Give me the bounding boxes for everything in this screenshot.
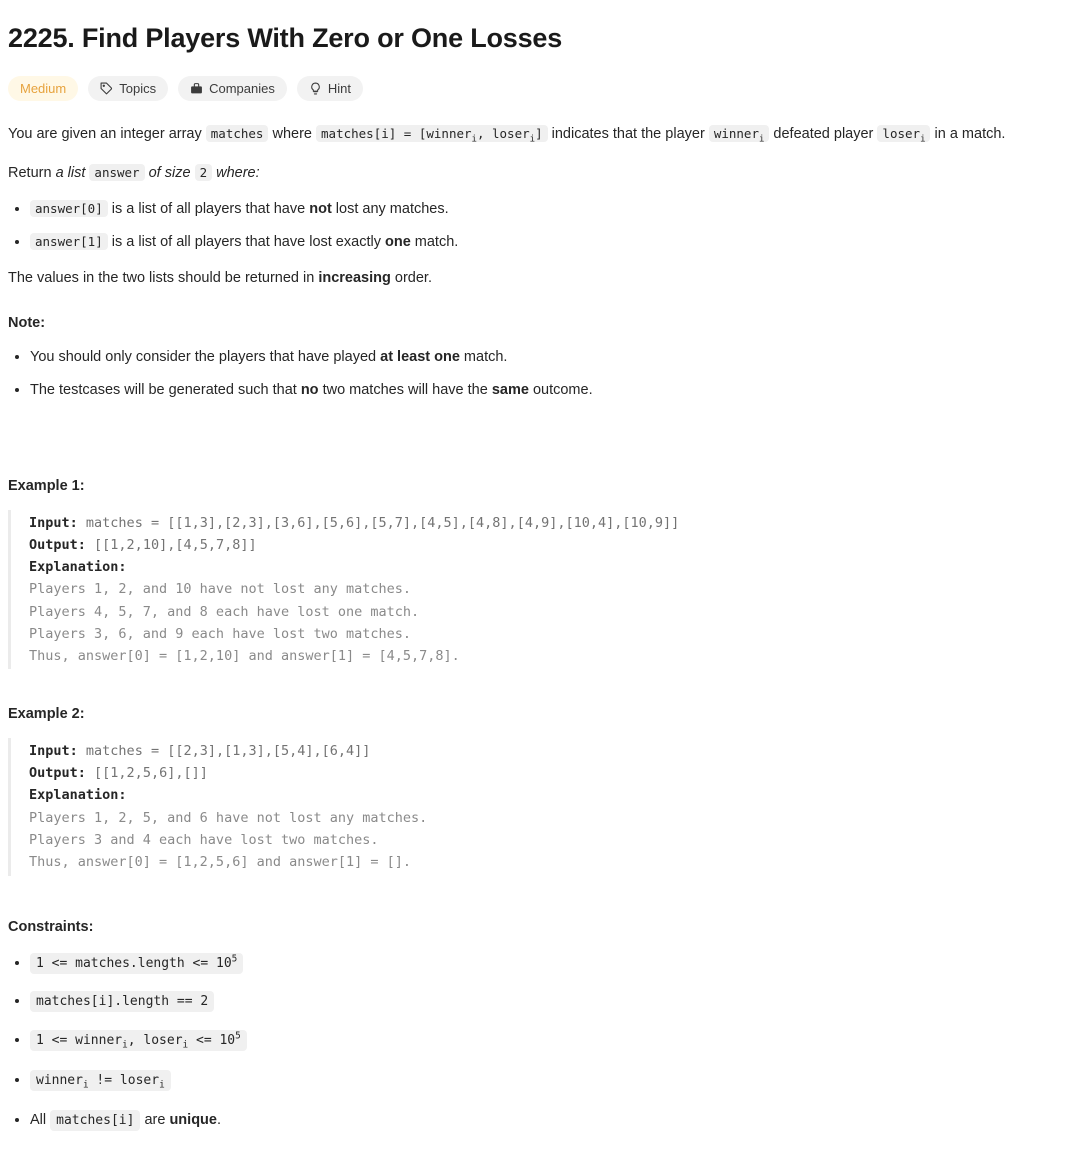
example-explanation-line: Players 3 and 4 each have lost two matches. bbox=[29, 832, 379, 849]
code-part: <= 10 bbox=[188, 1032, 236, 1048]
inline-code-answer-1: answer[1] bbox=[30, 233, 108, 250]
example-output-line bbox=[29, 534, 1046, 556]
briefcase-icon bbox=[190, 82, 203, 95]
example-explanation-line: Thus, answer[0] = [1,2,5,6] and answer[1] = []. bbox=[29, 854, 412, 871]
example-input-line bbox=[29, 740, 1046, 762]
code-part: winner bbox=[36, 1073, 83, 1089]
tag-icon bbox=[100, 82, 113, 95]
example-input-line bbox=[29, 512, 1046, 534]
code-part: matches[i] = [winner bbox=[321, 126, 472, 142]
note-strong: at least one bbox=[380, 349, 460, 366]
description-paragraph-1 bbox=[8, 123, 1046, 147]
output-label: Output: bbox=[29, 536, 86, 553]
constraint-code bbox=[30, 953, 243, 974]
topics-button[interactable] bbox=[88, 76, 168, 102]
code-part: winner bbox=[713, 126, 759, 142]
input-value: matches = [[2,3],[1,3],[5,4],[6,4]] bbox=[85, 742, 371, 759]
constraint-text: All bbox=[30, 1112, 51, 1129]
desc-strong: not bbox=[309, 201, 332, 218]
code-part: 1 <= winner bbox=[36, 1032, 123, 1048]
code-sub: i bbox=[82, 1079, 89, 1091]
list-item bbox=[30, 346, 1046, 368]
code-sup: 5 bbox=[235, 1030, 241, 1042]
constraint-code: matches[i] bbox=[50, 1110, 140, 1131]
example-explanation-line: Players 3, 6, and 9 each have lost two matches. bbox=[29, 625, 412, 642]
desc-text: defeated player bbox=[769, 126, 878, 143]
constraint-text: . bbox=[216, 1112, 222, 1129]
desc-text: where bbox=[268, 126, 317, 143]
answer-definition-list bbox=[8, 198, 1046, 253]
note-text: two matches will have the bbox=[318, 381, 492, 398]
example-output-line bbox=[29, 762, 1046, 784]
hint-button[interactable] bbox=[297, 76, 363, 102]
constraints-heading: Constraints: bbox=[8, 918, 94, 935]
note-heading: Note: bbox=[8, 314, 46, 331]
spacer bbox=[8, 415, 1046, 441]
desc-text: indicates that the player bbox=[547, 126, 709, 143]
list-item bbox=[30, 379, 1046, 401]
list-item bbox=[30, 231, 1046, 253]
inline-code-matches: matches bbox=[206, 125, 269, 142]
difficulty-badge[interactable]: Medium bbox=[8, 76, 78, 102]
code-sub: i bbox=[159, 1079, 165, 1091]
desc-text: lost any matches. bbox=[331, 201, 449, 218]
desc-text: match. bbox=[410, 233, 459, 250]
code-sub: i bbox=[471, 134, 477, 145]
code-part: loser bbox=[882, 126, 921, 142]
code-part: , loser bbox=[476, 126, 530, 142]
note-text: outcome. bbox=[528, 381, 593, 398]
note-list bbox=[8, 346, 1046, 401]
list-item bbox=[30, 952, 1046, 974]
desc-text: is a list of all players that have bbox=[107, 201, 310, 218]
hint-label: Hint bbox=[327, 80, 351, 96]
inline-code-matches-assignment bbox=[316, 125, 548, 145]
constraint-text: are bbox=[140, 1112, 170, 1129]
page-title: 2225. Find Players With Zero or One Losses bbox=[8, 23, 563, 53]
desc-strong: increasing bbox=[318, 270, 391, 287]
list-item bbox=[30, 198, 1046, 220]
list-item bbox=[30, 1029, 1046, 1053]
description-paragraph-2 bbox=[8, 162, 1046, 184]
code-part: matches[i].length == 2 bbox=[36, 994, 209, 1010]
list-item bbox=[30, 990, 1046, 1012]
companies-button[interactable] bbox=[178, 76, 287, 102]
tag-toolbar bbox=[8, 76, 1046, 102]
desc-text: You are given an integer array bbox=[8, 126, 206, 143]
code-sub: i bbox=[920, 134, 926, 145]
inline-code-size: 2 bbox=[195, 164, 213, 181]
topics-label: Topics bbox=[119, 80, 157, 96]
output-label: Output: bbox=[29, 765, 86, 782]
constraint-code bbox=[30, 1070, 171, 1091]
input-value: matches = [[1,3],[2,3],[3,6],[5,6],[5,7],[4,5],[4,8],[4,9],[10,4],[10,9]] bbox=[85, 514, 680, 531]
desc-text: Return bbox=[8, 164, 56, 181]
example-2-heading: Example 2: bbox=[8, 706, 85, 723]
inline-code-winner bbox=[709, 125, 770, 145]
output-value: [[1,2,10],[4,5,7,8]] bbox=[94, 536, 257, 553]
desc-emphasis: of size bbox=[148, 164, 191, 181]
output-value: [[1,2,5,6],[]] bbox=[94, 765, 208, 782]
example-2-block bbox=[8, 738, 1046, 876]
input-label: Input: bbox=[29, 514, 78, 531]
example-explanation-label: Explanation: bbox=[29, 559, 127, 576]
constraints-list bbox=[8, 952, 1046, 1132]
code-part: ] bbox=[535, 126, 543, 142]
code-part: , loser bbox=[127, 1032, 183, 1048]
companies-label: Companies bbox=[209, 80, 275, 96]
input-label: Input: bbox=[29, 742, 78, 759]
desc-strong: one bbox=[384, 233, 411, 250]
example-explanation-line: Thus, answer[0] = [1,2,10] and answer[1] = [4,5,7,8]. bbox=[29, 648, 460, 665]
note-strong: no bbox=[300, 381, 319, 398]
example-explanation-line: Players 1, 2, 5, and 6 have not lost any matches. bbox=[29, 809, 428, 826]
note-text: You should only consider the players that have played bbox=[30, 349, 381, 366]
desc-text: is a list of all players that have lost exactly bbox=[107, 233, 385, 250]
desc-emphasis: where: bbox=[216, 164, 260, 181]
code-part: 1 <= matches.length <= 10 bbox=[36, 956, 232, 972]
note-text: match. bbox=[459, 349, 508, 366]
example-explanation-label: Explanation: bbox=[29, 787, 127, 804]
inline-code-loser bbox=[877, 125, 930, 145]
code-sub: i bbox=[529, 134, 536, 145]
example-1-block bbox=[8, 510, 1046, 670]
lightbulb-icon bbox=[309, 82, 322, 95]
description-paragraph-3 bbox=[8, 267, 1046, 289]
note-text: The testcases will be generated such that bbox=[30, 381, 301, 398]
list-item bbox=[30, 1069, 1046, 1093]
note-strong: same bbox=[491, 381, 529, 398]
constraint-strong: unique bbox=[169, 1112, 217, 1129]
inline-code-answer: answer bbox=[89, 164, 144, 181]
example-explanation-line: Players 1, 2, and 10 have not lost any matches. bbox=[29, 581, 412, 598]
code-sub: i bbox=[122, 1039, 128, 1051]
code-part: != loser bbox=[88, 1073, 160, 1089]
example-1-heading: Example 1: bbox=[8, 478, 85, 495]
inline-code-answer-0: answer[0] bbox=[30, 200, 108, 217]
desc-text: in a match. bbox=[930, 126, 1006, 143]
desc-text: The values in the two lists should be returned in bbox=[8, 270, 319, 287]
code-sup: 5 bbox=[231, 953, 238, 965]
code-sub: i bbox=[182, 1039, 189, 1051]
constraint-code bbox=[30, 991, 214, 1012]
code-sub: i bbox=[758, 134, 765, 145]
list-item bbox=[30, 1109, 1046, 1131]
example-explanation-line: Players 4, 5, 7, and 8 each have lost one match. bbox=[29, 603, 420, 620]
desc-text: order. bbox=[390, 270, 432, 287]
desc-emphasis: a list bbox=[55, 164, 86, 181]
constraint-code bbox=[30, 1030, 247, 1051]
